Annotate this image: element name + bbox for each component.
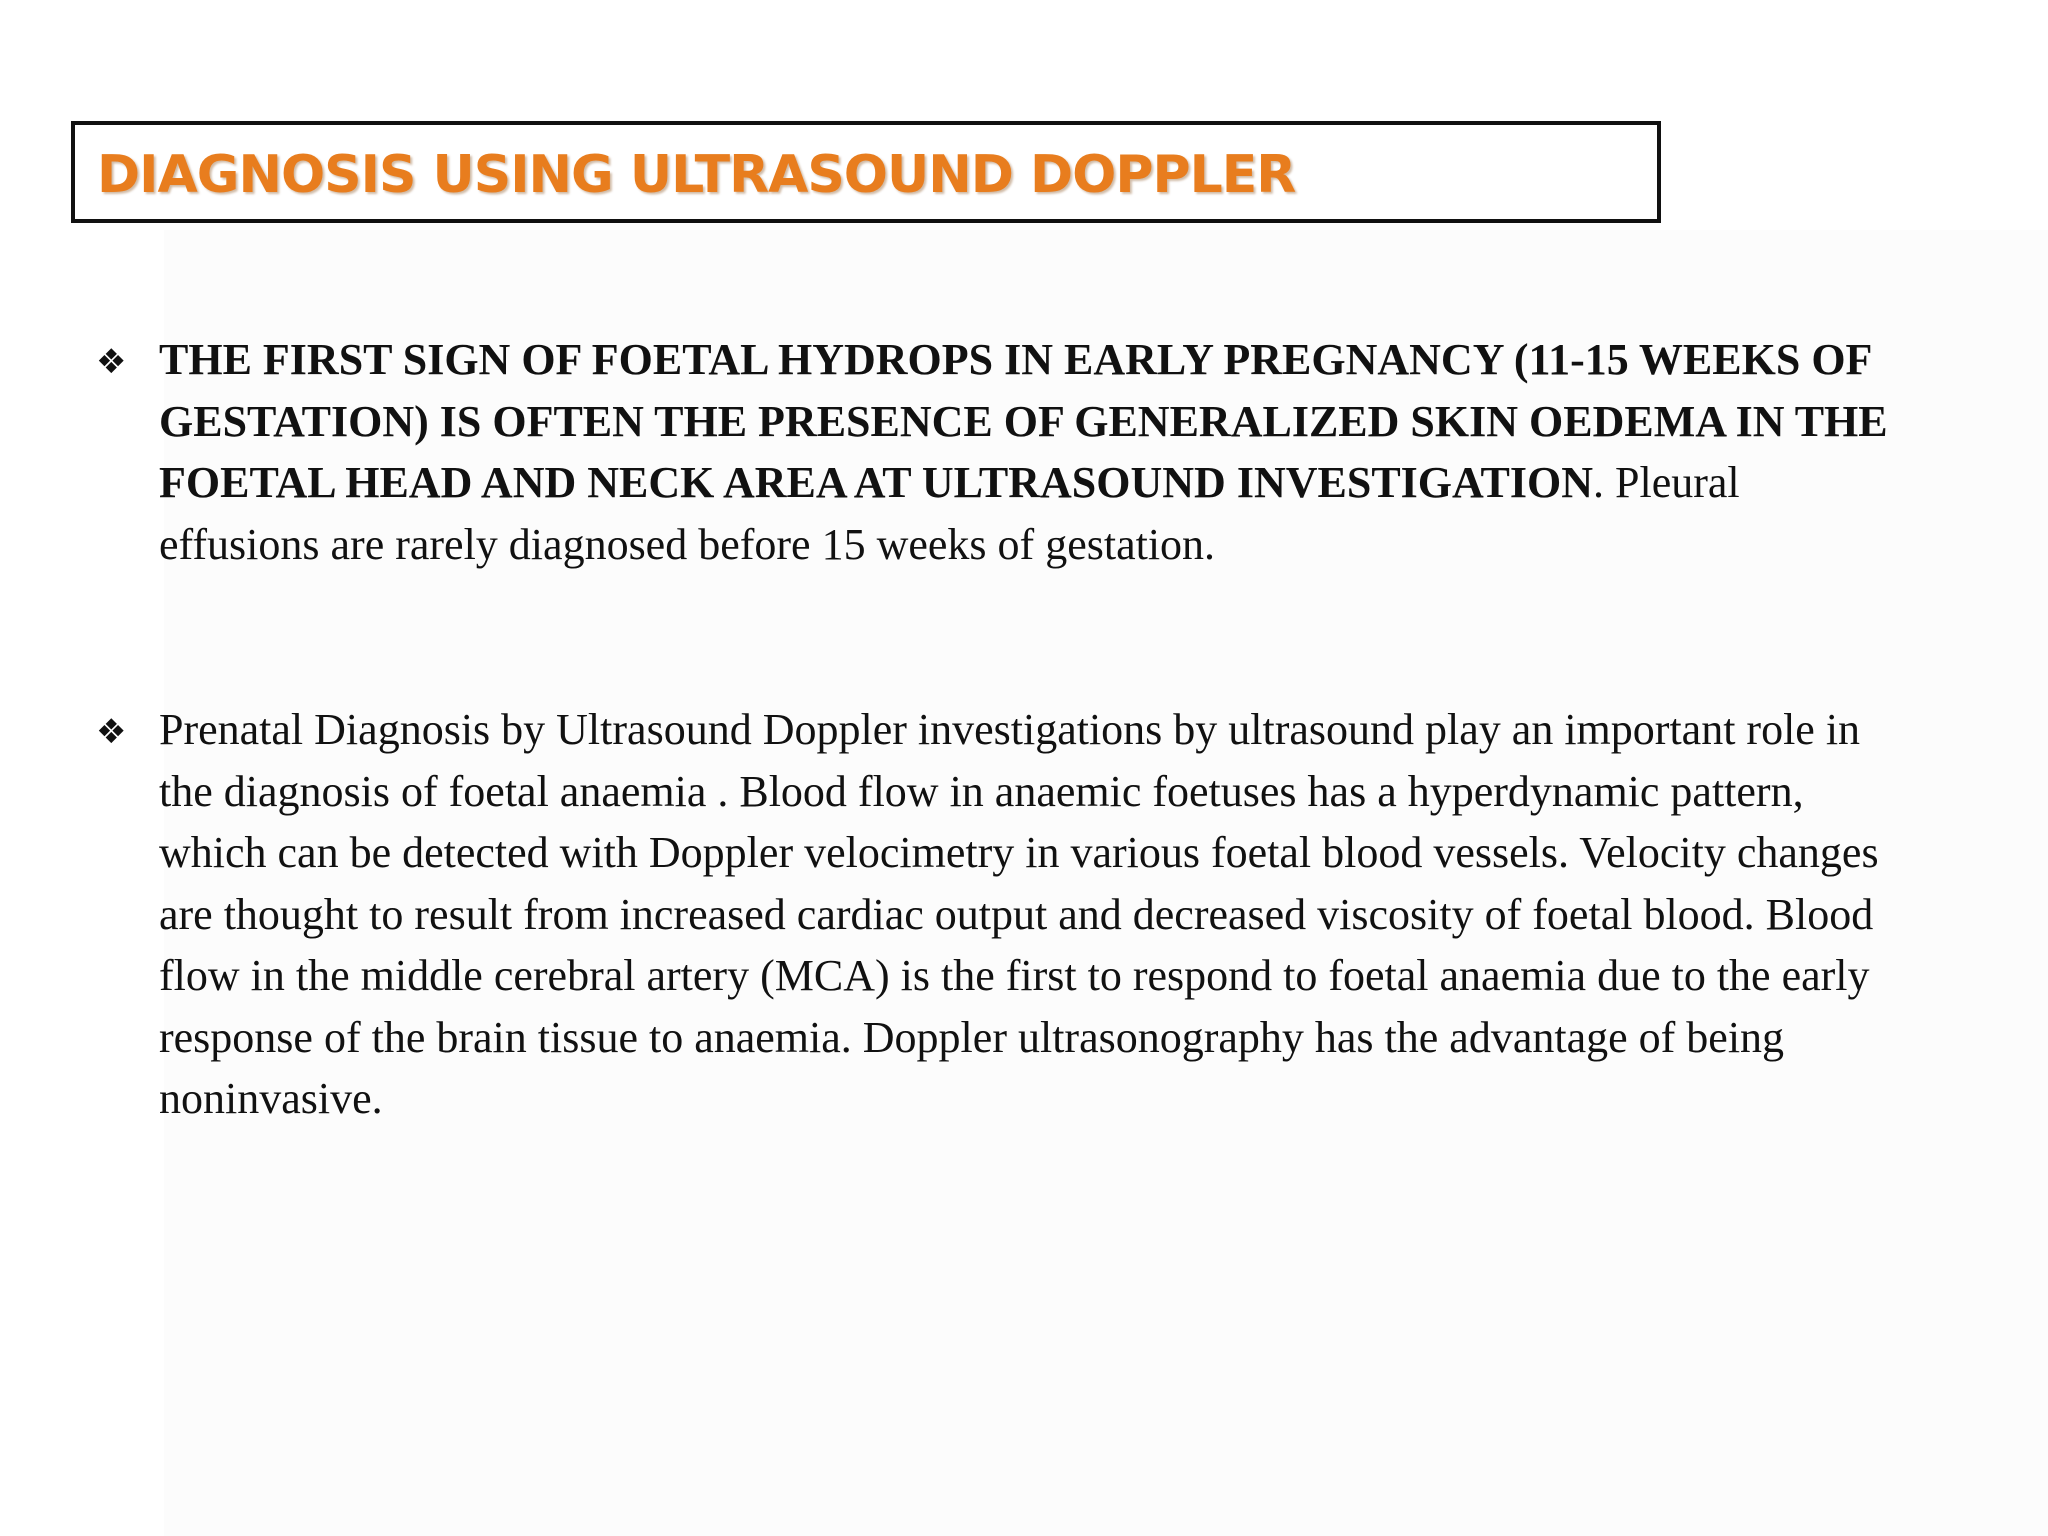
bullet-1-bold-text: THE FIRST SIGN OF FOETAL HYDROPS IN EARLY PREGNANCY (11-15 WEEKS OF GESTATION) IS OFTEN THE PRESENCE OF GENERALIZED SKIN OEDEMA IN THE FOETAL HEAD AND NECK AREA AT ULTRASOUND INVESTIGATION: [159, 335, 1888, 507]
diamond-bullet-icon: ❖: [96, 342, 127, 382]
title-box: [71, 121, 1661, 223]
bullet-paragraph-2: [159, 699, 1899, 1130]
slide-title: DIAGNOSIS USING ULTRASOUND DOPPLER: [97, 145, 1296, 205]
diamond-bullet-icon: ❖: [96, 712, 127, 752]
bullet-2-text: Prenatal Diagnosis by Ultrasound Doppler investigations by ultrasound play an important role in the diagnosis of foetal anaemia . Blood flow in anaemic foetuses has a hyperdynamic pattern, which can be detected with Doppler velocimetry in various foetal blood vessels. Velocity changes are thought to result from increased cardiac output and decreased viscosity of foetal blood. Blood flow in the middle cerebral artery (MCA) is the first to respond to foetal anaemia due to the early response of the brain tissue to anaemia. Doppler ultrasonography has the advantage of being noninvasive.: [159, 705, 1879, 1123]
bullet-1-text: . Pleural effusions are rarely diagnosed before 15 weeks of gestation.: [159, 458, 1740, 569]
bullet-paragraph-1: [159, 329, 1899, 575]
slide-margin: [0, 0, 164, 1536]
